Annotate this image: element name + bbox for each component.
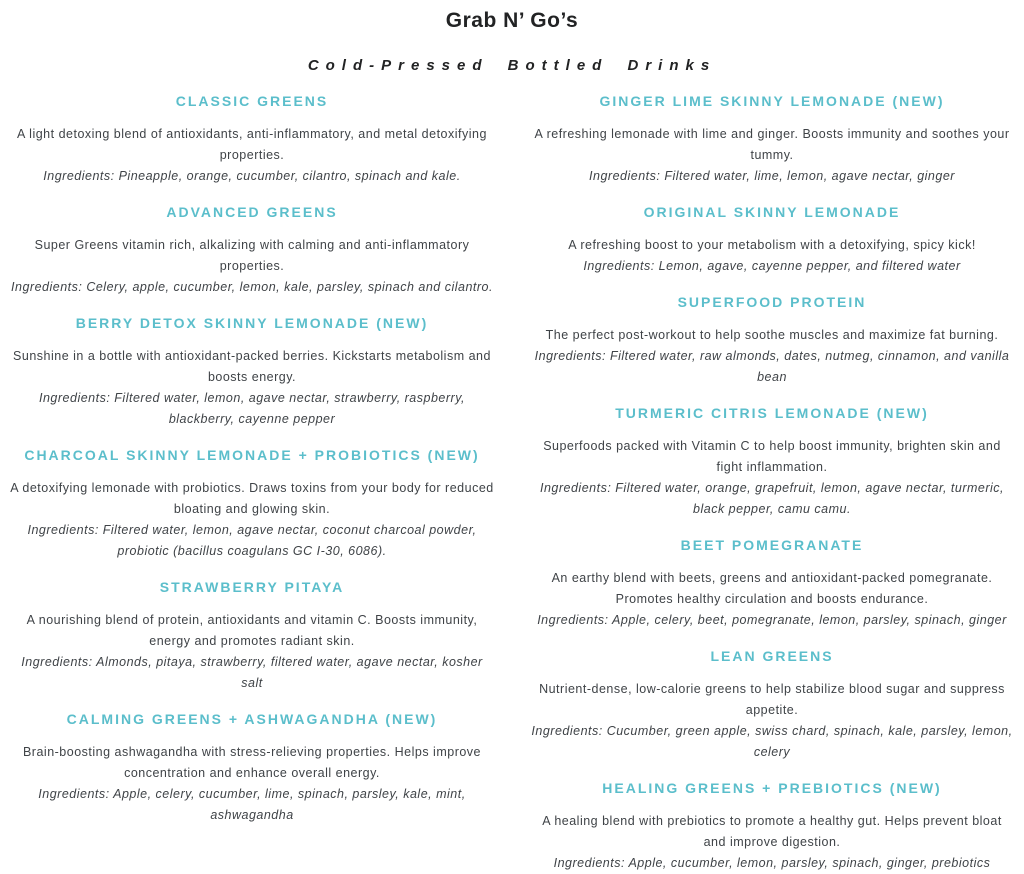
menu-item-turmeric-citris-lemonade bbox=[530, 388, 1014, 520]
item-name: CLASSIC GREENS bbox=[175, 93, 329, 109]
item-description: A detoxifying lemonade with probiotics. Draws toxins from your body for reduced bloating and glowing skin. bbox=[10, 481, 494, 516]
menu-item-calming-greens-ashwagandha bbox=[10, 694, 494, 826]
item-description: Superfoods packed with Vitamin C to help boost immunity, brighten skin and fight inflammation. bbox=[543, 439, 1001, 474]
menu-item-lean-greens bbox=[530, 631, 1014, 763]
menu-item-healing-greens-prebiotics bbox=[530, 763, 1014, 874]
item-name: BEET POMEGRANATE bbox=[680, 537, 864, 553]
menu-item-ginger-lime-skinny-lemonade bbox=[530, 76, 1014, 187]
item-description: Sunshine in a bottle with antioxidant-packed berries. Kickstarts metabolism and boosts energy. bbox=[13, 349, 491, 384]
page-title: Grab N’ Go’s bbox=[445, 9, 579, 32]
item-ingredients: Ingredients: Lemon, agave, cayenne pepper, and filtered water bbox=[583, 259, 961, 273]
item-ingredients: Ingredients: Filtered water, lime, lemon, agave nectar, ginger bbox=[589, 169, 955, 183]
item-ingredients: Ingredients: Apple, celery, beet, pomegranate, lemon, parsley, spinach, ginger bbox=[537, 613, 1007, 627]
menu-item-berry-detox-skinny-lemonade bbox=[10, 298, 494, 430]
item-name: BERRY DETOX SKINNY LEMONADE (NEW) bbox=[75, 315, 429, 331]
item-name: CALMING GREENS + ASHWAGANDHA (NEW) bbox=[66, 711, 438, 727]
right-column bbox=[530, 76, 1014, 874]
item-ingredients: Ingredients: Cucumber, green apple, swiss chard, spinach, kale, parsley, lemon, celery bbox=[531, 724, 1013, 759]
page-subtitle: Cold-Pressed Bottled Drinks bbox=[307, 57, 717, 74]
menu-item-superfood-protein bbox=[530, 277, 1014, 388]
item-ingredients: Ingredients: Apple, celery, cucumber, lime, spinach, parsley, kale, mint, ashwagandha bbox=[38, 787, 466, 822]
item-ingredients: Ingredients: Filtered water, lemon, agave nectar, coconut charcoal powder, probiotic (bacillus coagulans GC I-30, 6086). bbox=[27, 523, 477, 558]
menu-item-classic-greens bbox=[10, 76, 494, 187]
item-description: Brain-boosting ashwagandha with stress-relieving properties. Helps improve concentration and enhance overall energy. bbox=[22, 745, 482, 780]
item-description: A refreshing lemonade with lime and ginger. Boosts immunity and soothes your tummy. bbox=[534, 127, 1010, 162]
item-name: ADVANCED GREENS bbox=[166, 204, 338, 220]
item-name: TURMERIC CITRIS LEMONADE (NEW) bbox=[615, 405, 929, 421]
left-column bbox=[10, 76, 494, 874]
item-ingredients: Ingredients: Filtered water, lemon, agave nectar, strawberry, raspberry, blackberry, cayenne pepper bbox=[39, 391, 465, 426]
item-name: ORIGINAL SKINNY LEMONADE bbox=[643, 204, 901, 220]
menu-item-beet-pomegranate bbox=[530, 520, 1014, 631]
item-description: An earthy blend with beets, greens and antioxidant-packed pomegranate. Promotes healthy circulation and boosts endurance. bbox=[551, 571, 993, 606]
item-name: STRAWBERRY PITAYA bbox=[159, 579, 345, 595]
menu-item-strawberry-pitaya bbox=[10, 562, 494, 694]
item-name: GINGER LIME SKINNY LEMONADE (NEW) bbox=[599, 93, 945, 109]
item-name: SUPERFOOD PROTEIN bbox=[677, 294, 867, 310]
menu-item-charcoal-skinny-lemonade bbox=[10, 430, 494, 562]
item-description: Nutrient-dense, low-calorie greens to help stabilize blood sugar and suppress appetite. bbox=[539, 682, 1005, 717]
item-description: A healing blend with prebiotics to promote a healthy gut. Helps prevent bloat and improve digestion. bbox=[542, 814, 1002, 849]
item-name: HEALING GREENS + PREBIOTICS (NEW) bbox=[602, 780, 942, 796]
item-ingredients: Ingredients: Celery, apple, cucumber, lemon, kale, parsley, spinach and cilantro. bbox=[11, 280, 493, 294]
item-name: LEAN GREENS bbox=[710, 648, 834, 664]
menu-item-original-skinny-lemonade bbox=[530, 187, 1014, 277]
item-ingredients: Ingredients: Pineapple, orange, cucumber, cilantro, spinach and kale. bbox=[43, 169, 461, 183]
item-description: A light detoxing blend of antioxidants, anti-inflammatory, and metal detoxifying properties. bbox=[17, 127, 487, 162]
item-description: The perfect post-workout to help soothe muscles and maximize fat burning. bbox=[545, 328, 999, 342]
menu-columns bbox=[0, 76, 1024, 874]
item-description: A nourishing blend of protein, antioxidants and vitamin C. Boosts immunity, energy and promotes radiant skin. bbox=[26, 613, 478, 648]
item-ingredients: Ingredients: Almonds, pitaya, strawberry, filtered water, agave nectar, kosher salt bbox=[21, 655, 483, 690]
item-ingredients: Ingredients: Filtered water, orange, grapefruit, lemon, agave nectar, turmeric, black pepper, camu camu. bbox=[539, 481, 1005, 516]
item-ingredients: Ingredients: Apple, cucumber, lemon, parsley, spinach, ginger, prebiotics bbox=[553, 856, 991, 870]
item-description: Super Greens vitamin rich, alkalizing with calming and anti-inflammatory properties. bbox=[34, 238, 470, 273]
menu-item-advanced-greens bbox=[10, 187, 494, 298]
item-description: A refreshing boost to your metabolism with a detoxifying, spicy kick! bbox=[568, 238, 976, 252]
item-ingredients: Ingredients: Filtered water, raw almonds, dates, nutmeg, cinnamon, and vanilla bean bbox=[534, 349, 1010, 384]
item-name: CHARCOAL SKINNY LEMONADE + PROBIOTICS (NEW) bbox=[24, 447, 480, 463]
